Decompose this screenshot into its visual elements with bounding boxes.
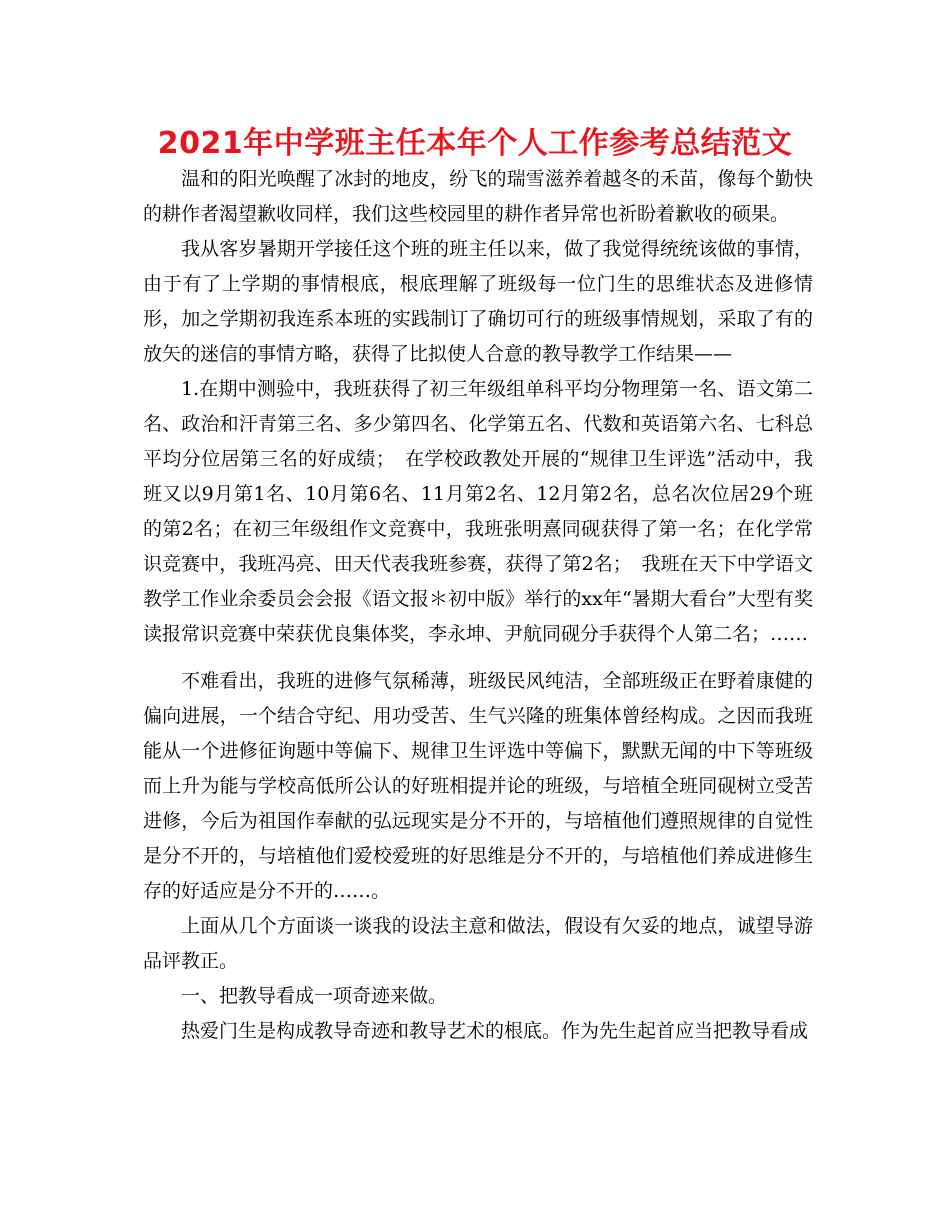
paragraph-overview: 我从客岁暑期开学接任这个班的班主任以来，做了我觉得统统该做的事情，由于有了上学期的事情根底，根底理解了班级每一位门生的思维状态及进修情形，加之学期初我连系本班的实践制订了确切可行的班级事情规划，采取了有的放矢的迷信的事情方略，获得了比拟使人合意的教导教学工作结果—— xyxy=(143,238,813,365)
paragraph-class-atmosphere: 不难看出，我班的进修气氛稀薄，班级民风纯洁，全部班级正在野着康健的偏向进展，一个结合守纪、用功受苦、生气兴隆的班集体曾经构成。之因而我班能从一个进修征询题中等偏下、规律卫生评选中等偏下，默默无闻的中下等班级而上升为能与学校高低所公认的好班相提并论的班级，与培植全班同砚树立受苦进修，今后为祖国作奉献的弘远现实是分不开的，与培植他们遵照规律的自觉性是分不开的，与培植他们爱校爱班的好思维是分不开的，与培植他们养成进修生存的好适应是分不开的……。 xyxy=(143,670,813,902)
document-body xyxy=(143,162,813,1049)
paragraph-achievements: 1.在期中测验中，我班获得了初三年级组单科平均分物理第一名、语文第二名、政治和汗青第三名、多少第四名、化学第五名、代数和英语第六名、七科总平均分位居第三名的好成绩； 在学校政教处开展的“规律卫生评选”活动中，我班又以9月第1名、10月第6名、11月第2名、12月第2名，总名次位居29个班的第2名；在初三年级组作文竞赛中，我班张明熹同砚获得了第一名；在化学常识竞赛中，我班冯亮、田天代表我班参赛，获得了第2名； 我班在天下中学语文教学工作业余委员会会报《语文报＊初中版》举行的xx年“暑期大看台”大型有奖读报常识竞赛中荣获优良集体奖，李永坤、尹航同砚分手获得个人第二名；…… xyxy=(143,378,813,645)
document-title: 2021年中学班主任本年个人工作参考总结范文 xyxy=(157,126,793,161)
paragraph-section-1: 热爱门生是构成教导奇迹和教导艺术的根底。作为先生起首应当把教导看成 xyxy=(181,1020,809,1042)
section-heading-1: 一、把教导看成一项奇迹来做。 xyxy=(181,985,448,1007)
paragraph-intro: 温和的阳光唤醒了冰封的地皮，纷飞的瑞雪滋养着越冬的禾苗，像每个勤快的耕作者渴望歉收同样，我们这些校园里的耕作者异常也祈盼着歉收的硕果。 xyxy=(143,168,813,225)
paragraph-approach: 上面从几个方面谈一谈我的设法主意和做法，假设有欠妥的地点，诚望导游品评教正。 xyxy=(143,915,813,972)
